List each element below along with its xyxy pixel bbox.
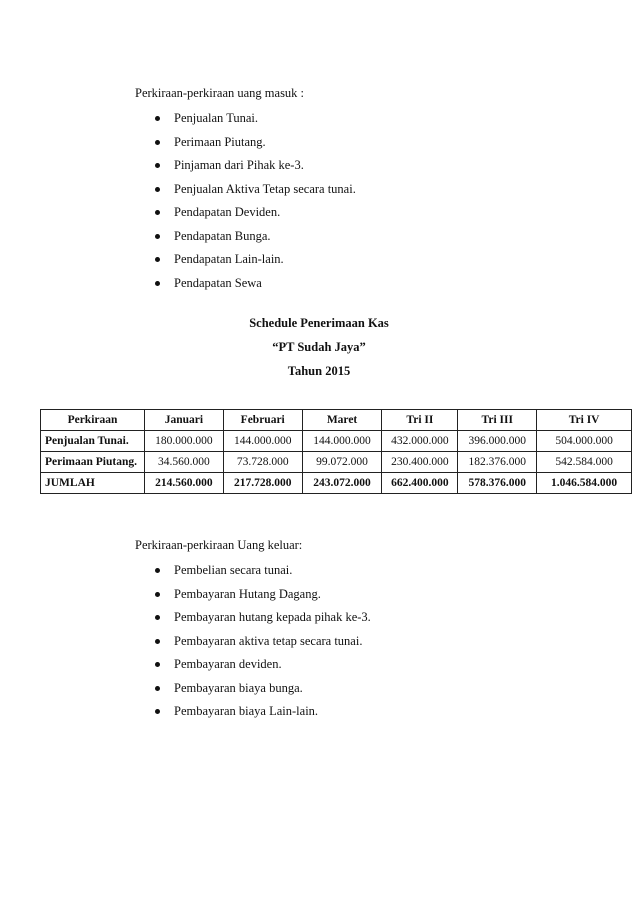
list-item-text: Pendapatan Deviden. (174, 205, 281, 219)
list-item (152, 156, 356, 180)
cash-out-intro: Perkiraan-perkiraan Uang keluar: (135, 538, 303, 552)
bullet-icon (155, 257, 160, 262)
bullet-icon (155, 140, 160, 145)
list-item (152, 679, 371, 703)
row-label: JUMLAH (41, 473, 145, 494)
list-item (152, 655, 371, 679)
row-label: Perimaan Piutang. (41, 452, 145, 473)
table-cell: 542.584.000 (537, 452, 632, 473)
table-row (41, 431, 632, 452)
table-cell: 214.560.000 (144, 473, 223, 494)
bullet-icon (155, 163, 160, 168)
table-cell: 504.000.000 (537, 431, 632, 452)
bullet-icon (155, 639, 160, 644)
list-item (152, 585, 371, 609)
list-item-text: Pendapatan Lain-lain. (174, 252, 284, 266)
list-item (152, 608, 371, 632)
bullet-icon (155, 234, 160, 239)
list-item (152, 274, 356, 298)
cash-receipts-table (40, 409, 632, 494)
table-cell: 217.728.000 (223, 473, 302, 494)
table-cell: 230.400.000 (382, 452, 458, 473)
list-item-text: Pembayaran Hutang Dagang. (174, 586, 321, 601)
list-item (152, 133, 356, 157)
total-row (41, 473, 632, 494)
bullet-icon (155, 187, 160, 192)
table-cell: 578.376.000 (458, 473, 537, 494)
list-item (152, 250, 356, 274)
list-item-text: Pendapatan Sewa (174, 275, 262, 290)
list-item (152, 632, 371, 656)
bullet-icon (155, 662, 160, 667)
cash-in-intro: Perkiraan-perkiraan uang masuk : (135, 86, 305, 100)
column-header: Maret (302, 410, 382, 431)
table-cell: 182.376.000 (458, 452, 537, 473)
bullet-icon (155, 210, 160, 215)
cash-out-list (152, 561, 371, 726)
company-name: “PT Sudah Jaya” (272, 340, 366, 354)
table-cell: 180.000.000 (144, 431, 223, 452)
list-item-text: Penjualan Aktiva Tetap secara tunai. (174, 181, 356, 196)
column-header: Perkiraan (41, 410, 145, 431)
bullet-icon (155, 615, 160, 620)
list-item (152, 109, 356, 133)
column-header: Tri IV (537, 410, 632, 431)
list-item (152, 561, 371, 585)
table-header-row (41, 410, 632, 431)
table-cell: 144.000.000 (223, 431, 302, 452)
list-item (152, 180, 356, 204)
table-cell: 243.072.000 (302, 473, 382, 494)
list-item-text: Pembayaran biaya bunga. (174, 680, 303, 695)
list-item-text: Pendapatan Bunga. (174, 228, 271, 243)
column-header: Januari (144, 410, 223, 431)
table-cell: 144.000.000 (302, 431, 382, 452)
bullet-icon (155, 116, 160, 121)
schedule-title: Schedule Penerimaan Kas (249, 316, 389, 330)
column-header: Tri II (382, 410, 458, 431)
list-item (152, 227, 356, 251)
bullet-icon (155, 709, 160, 714)
table-cell: 34.560.000 (144, 452, 223, 473)
list-item-text: Penjualan Tunai. (174, 111, 259, 125)
bullet-icon (155, 686, 160, 691)
list-item (152, 203, 356, 227)
list-item-text: Pembelian secara tunai. (174, 563, 293, 577)
bullet-icon (155, 281, 160, 286)
table-cell: 396.000.000 (458, 431, 537, 452)
row-label: Penjualan Tunai. (41, 431, 145, 452)
bullet-icon (155, 568, 160, 573)
table-cell: 432.000.000 (382, 431, 458, 452)
cash-in-list (152, 109, 356, 297)
table-cell: 99.072.000 (302, 452, 382, 473)
bullet-icon (155, 592, 160, 597)
schedule-year: Tahun 2015 (287, 364, 351, 378)
list-item-text: Pembayaran biaya Lain-lain. (174, 704, 319, 718)
table-cell: 73.728.000 (223, 452, 302, 473)
list-item-text: Pembayaran hutang kepada pihak ke-3. (174, 610, 371, 624)
table-cell: 1.046.584.000 (537, 473, 632, 494)
list-item (152, 702, 371, 726)
list-item-text: Pinjaman dari Pihak ke-3. (174, 158, 304, 172)
table-cell: 662.400.000 (382, 473, 458, 494)
list-item-text: Perimaan Piutang. (174, 134, 266, 149)
list-item-text: Pembayaran aktiva tetap secara tunai. (174, 633, 363, 648)
column-header: Tri III (458, 410, 537, 431)
table-row (41, 452, 632, 473)
column-header: Februari (223, 410, 302, 431)
list-item-text: Pembayaran deviden. (174, 657, 282, 671)
